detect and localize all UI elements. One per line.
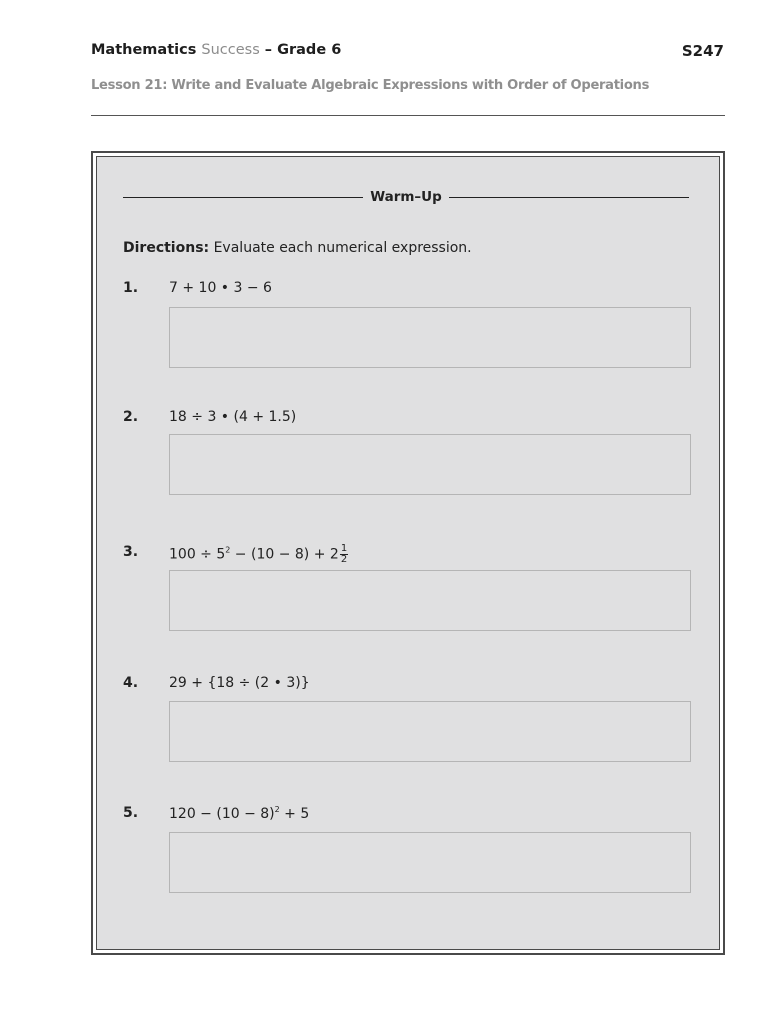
fraction-denominator: 2 [340,554,348,565]
exponent: 2 [274,805,280,814]
problem-number: 4. [123,675,139,691]
directions [123,240,472,256]
exponent: 2 [225,545,231,555]
fraction-numerator: 1 [340,543,348,554]
mixed-fraction [340,544,348,565]
heading-rule-right [449,197,689,198]
problem-number: 3. [123,544,139,560]
course-title-grade: – Grade 6 [259,42,342,58]
problem-expression: 7 + 10 • 3 − 6 [169,280,272,296]
warmup-panel-inner [96,156,720,950]
answer-box[interactable] [169,570,691,631]
warmup-panel [91,151,725,955]
problem-expression: 29 + {18 ÷ (2 • 3)} [169,675,310,691]
course-title-main: Mathematics [91,42,202,58]
heading-rule-left [123,197,363,198]
problem-expression [169,544,348,565]
answer-box[interactable] [169,701,691,762]
course-title [91,42,341,58]
answer-box[interactable] [169,307,691,368]
expression-part: 120 − (10 − 8) [169,806,275,822]
expression-part: + 5 [279,806,310,822]
directions-label: Directions: [123,240,210,256]
problem-number: 5. [123,805,139,821]
problem-number: 1. [123,280,139,296]
expression-part: − (10 − 8) + 2 [230,546,339,563]
problem-expression: 18 ÷ 3 • (4 + 1.5) [169,409,297,425]
warmup-heading: Warm–Up [370,189,442,205]
problem-expression [169,805,309,822]
course-title-success: Success [201,42,260,58]
directions-text: Evaluate each numerical expression. [209,240,472,256]
answer-box[interactable] [169,832,691,893]
expression-part: 100 ÷ 5 [169,546,226,563]
warmup-heading-row [123,187,689,207]
header-divider [91,115,725,116]
problem-number: 2. [123,409,139,425]
lesson-title: Lesson 21: Write and Evaluate Algebraic Expressions with Order of Operations [91,78,650,93]
page-number: S247 [681,42,724,60]
answer-box[interactable] [169,434,691,495]
